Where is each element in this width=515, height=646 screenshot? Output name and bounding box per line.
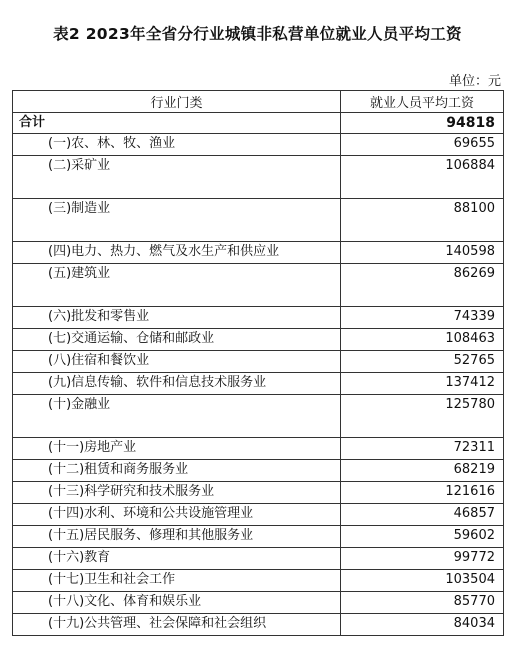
row-value: 59602 [341, 526, 504, 548]
row-label: (九)信息传输、软件和信息技术服务业 [13, 373, 341, 395]
table-row [13, 504, 504, 526]
row-value: 84034 [341, 614, 504, 636]
table-row [13, 526, 504, 548]
row-label: (十四)水利、环境和公共设施管理业 [13, 504, 341, 526]
row-label: (七)交通运输、仓储和邮政业 [13, 329, 341, 351]
table-row [13, 570, 504, 592]
header-wage: 就业人员平均工资 [341, 91, 504, 113]
row-label: (十三)科学研究和技术服务业 [13, 482, 341, 504]
row-value: 46857 [341, 504, 504, 526]
row-value: 106884 [341, 156, 504, 199]
row-value: 108463 [341, 329, 504, 351]
table-row [13, 329, 504, 351]
table-row [13, 482, 504, 504]
total-row [13, 113, 504, 134]
table-row [13, 438, 504, 460]
row-value: 86269 [341, 264, 504, 307]
row-value: 74339 [341, 307, 504, 329]
row-label: (十五)居民服务、修理和其他服务业 [13, 526, 341, 548]
table-row [13, 351, 504, 373]
row-value: 72311 [341, 438, 504, 460]
row-value: 68219 [341, 460, 504, 482]
row-label: (四)电力、热力、燃气及水生产和供应业 [13, 242, 341, 264]
row-value: 137412 [341, 373, 504, 395]
row-value: 99772 [341, 548, 504, 570]
table-row [13, 548, 504, 570]
row-value: 88100 [341, 199, 504, 242]
table-row [13, 614, 504, 636]
unit-label: 单位：元 [448, 74, 501, 89]
table-row [13, 156, 504, 199]
row-value: 121616 [341, 482, 504, 504]
row-label: (十七)卫生和社会工作 [13, 570, 341, 592]
table-row [13, 592, 504, 614]
row-value: 103504 [341, 570, 504, 592]
table-row [13, 373, 504, 395]
total-label: 合计 [13, 113, 341, 134]
row-label: (十六)教育 [13, 548, 341, 570]
row-label: (八)住宿和餐饮业 [13, 351, 341, 373]
table-row [13, 460, 504, 482]
row-label: (十九)公共管理、社会保障和社会组织 [13, 614, 341, 636]
table-row [13, 134, 504, 156]
wage-table [12, 90, 504, 636]
row-label: (十一)房地产业 [13, 438, 341, 460]
row-value: 85770 [341, 592, 504, 614]
row-label: (二)采矿业 [13, 156, 341, 199]
row-value: 52765 [341, 351, 504, 373]
table-row [13, 199, 504, 242]
row-label: (十二)租赁和商务服务业 [13, 460, 341, 482]
row-value: 125780 [341, 395, 504, 438]
table-row [13, 395, 504, 438]
row-label: (十)金融业 [13, 395, 341, 438]
total-value: 94818 [341, 113, 504, 134]
row-label: (五)建筑业 [13, 264, 341, 307]
row-label: (十八)文化、体育和娱乐业 [13, 592, 341, 614]
table-title: 表2 2023年全省分行业城镇非私营单位就业人员平均工资 [53, 25, 462, 43]
row-value: 69655 [341, 134, 504, 156]
header-industry: 行业门类 [13, 91, 341, 113]
table-row [13, 242, 504, 264]
row-label: (一)农、林、牧、渔业 [13, 134, 341, 156]
table-row [13, 264, 504, 307]
row-label: (六)批发和零售业 [13, 307, 341, 329]
row-value: 140598 [341, 242, 504, 264]
header-row [13, 91, 504, 113]
row-label: (三)制造业 [13, 199, 341, 242]
table-row [13, 307, 504, 329]
